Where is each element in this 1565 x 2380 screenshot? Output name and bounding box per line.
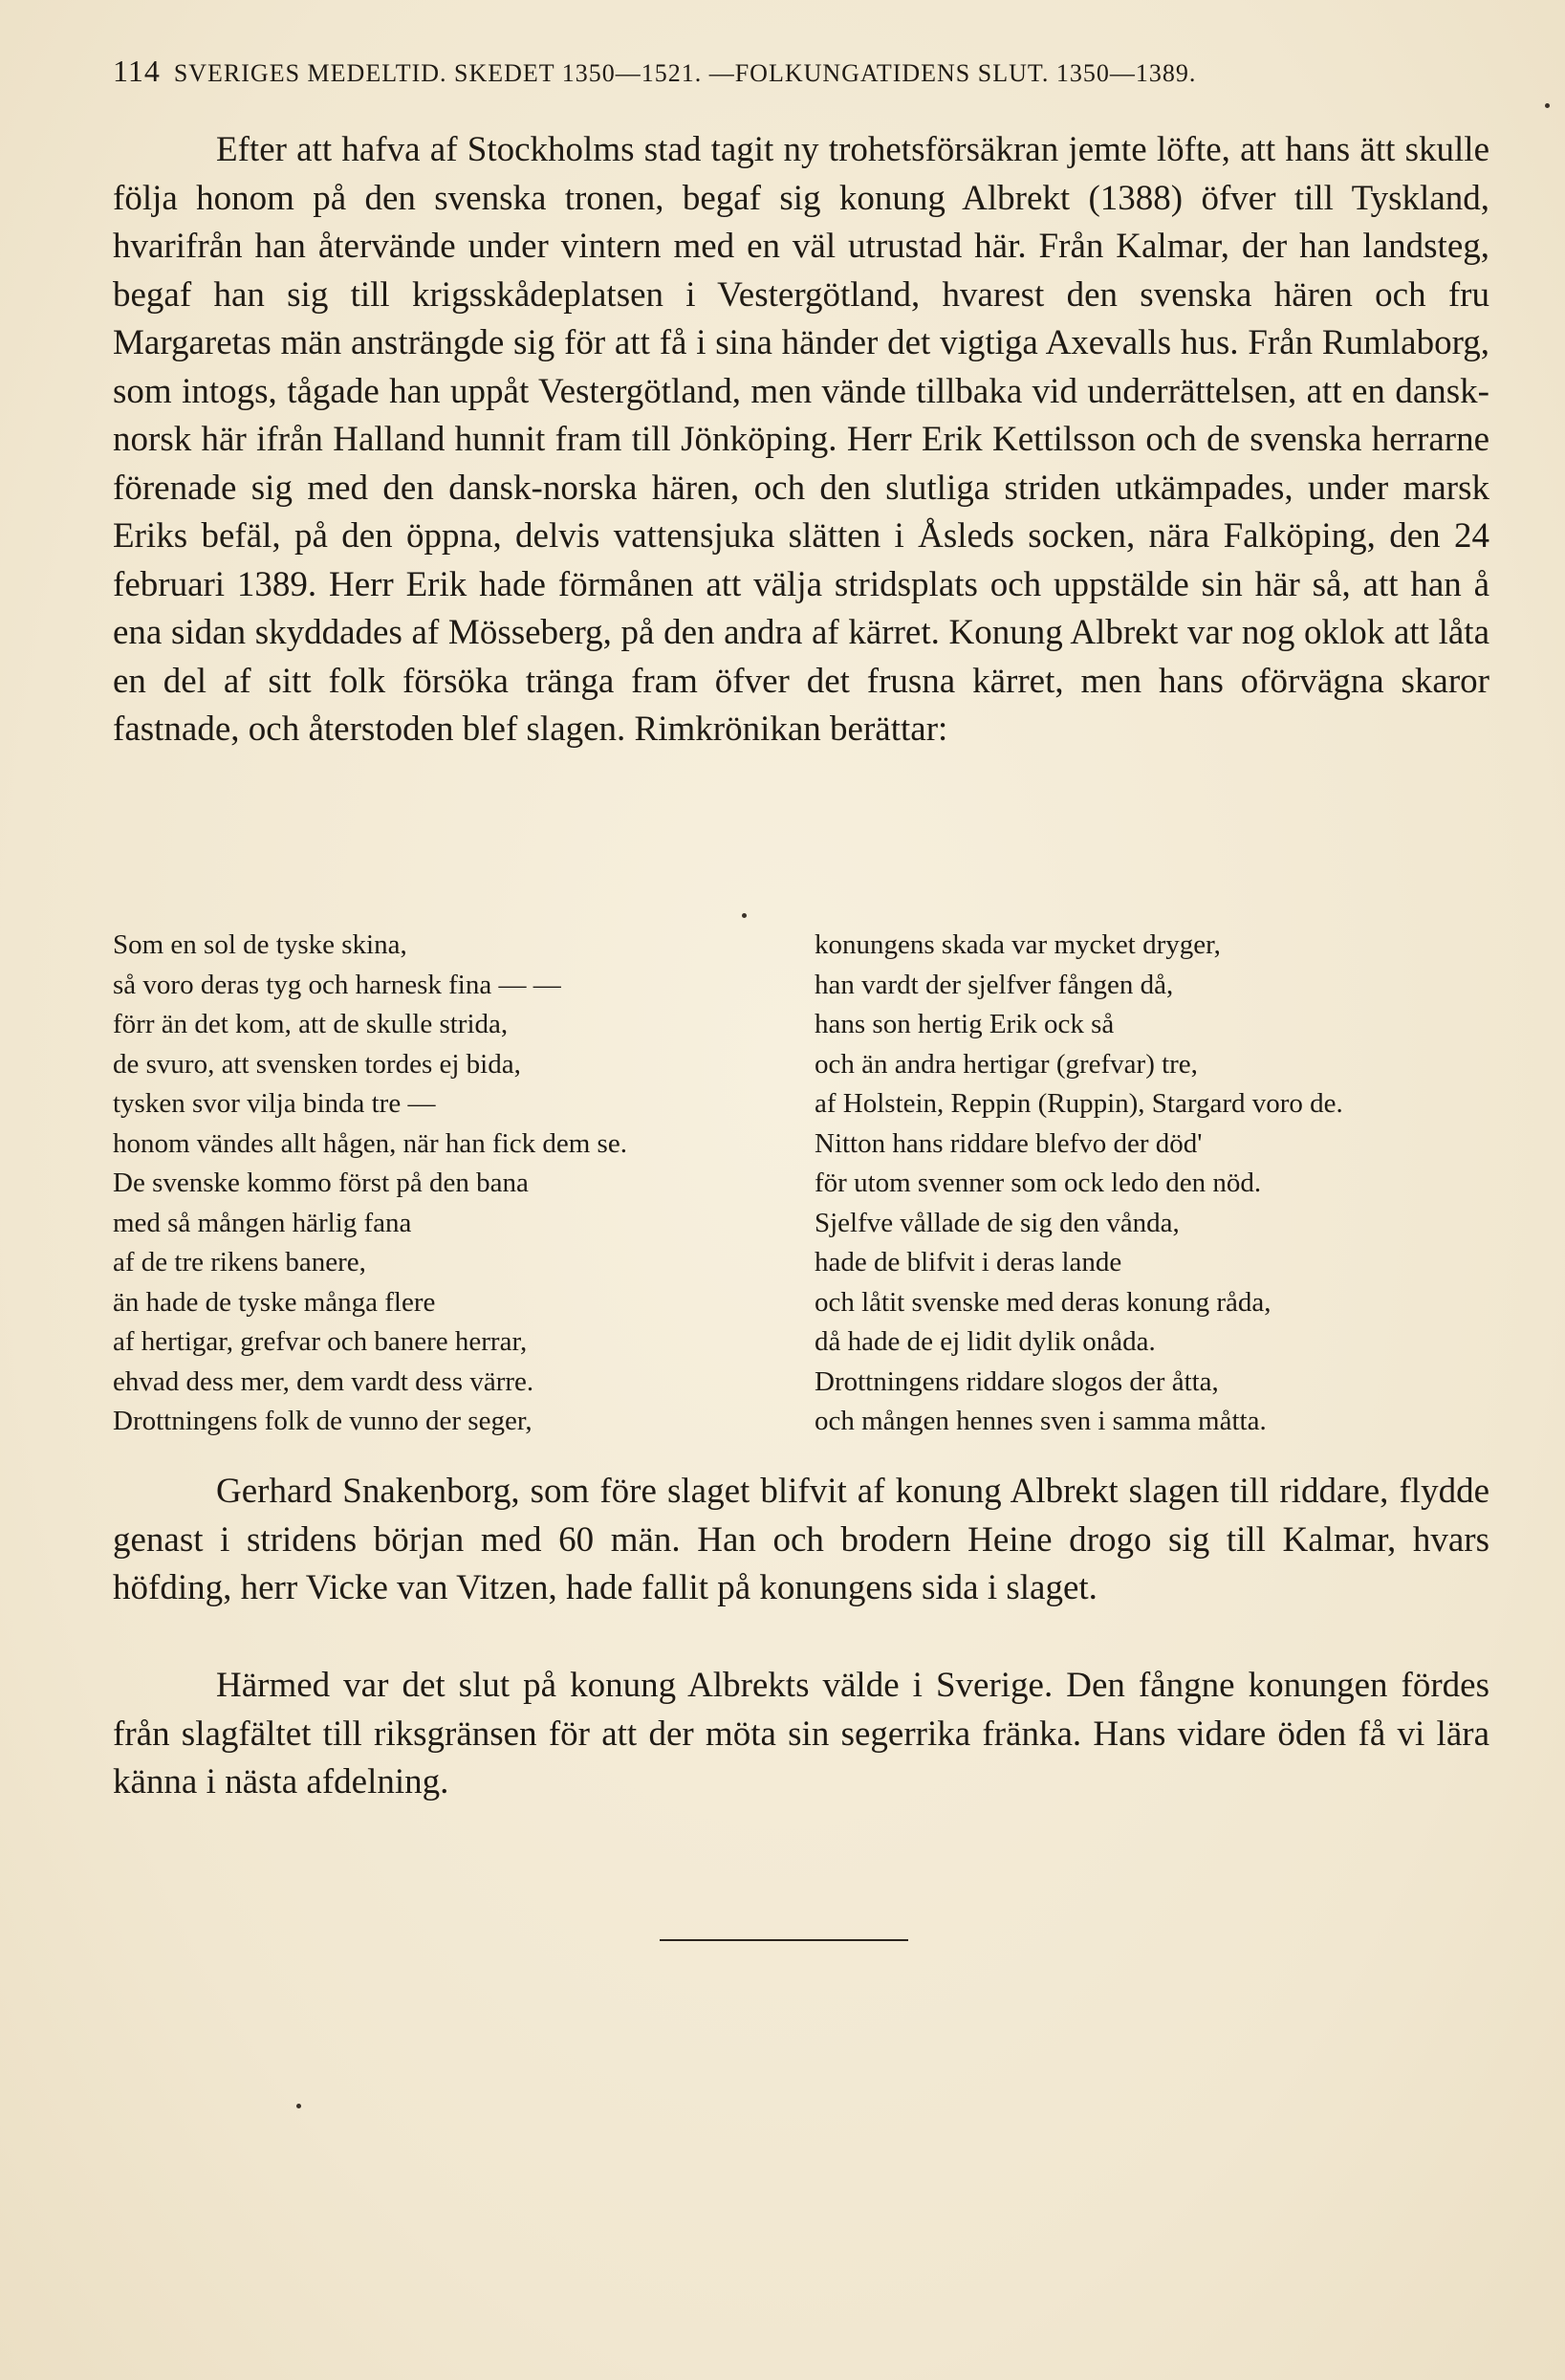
poem-line: han vardt der sjelfver fången då, xyxy=(815,969,1174,1000)
paragraph-conclusion xyxy=(113,1662,1489,1807)
print-speck xyxy=(296,2104,301,2108)
poem-line: med så mången härlig fana xyxy=(113,1207,412,1238)
page-number: 114 xyxy=(113,54,161,88)
paragraph-battle-account xyxy=(113,126,1489,754)
poem-line: af hertigar, grefvar och banere herrar, xyxy=(113,1326,528,1357)
poem-line: hans son hertig Erik ock så xyxy=(815,1009,1115,1039)
poem-line: då hade de ej lidit dylik onåda. xyxy=(815,1326,1156,1357)
poem-line: af Holstein, Reppin (Ruppin), Stargard voro de. xyxy=(815,1088,1343,1119)
section-end-rule xyxy=(660,1939,908,1941)
poem-line: Sjelfve vållade de sig den vånda, xyxy=(815,1207,1180,1238)
poem-line: Drottningens riddare slogos der åtta, xyxy=(815,1365,1219,1397)
poem-line: honom vändes allt hågen, när han fick dem se. xyxy=(113,1127,627,1159)
poem-line: De svenske kommo först på den bana xyxy=(113,1168,529,1198)
paragraph-snakenborg xyxy=(113,1468,1489,1613)
print-speck xyxy=(1545,103,1550,108)
poem-line: tysken svor vilja binda tre — xyxy=(113,1088,436,1119)
poem-line: konungens skada var mycket dryger, xyxy=(815,929,1221,960)
paragraph-text: Härmed var det slut på konung Albrekts välde i Sverige. Den fångne konungen fördes från slagfältet till riksgränsen för att der möta sin segerrika fränka. Hans vidare öden få vi lära känna i nästa afdelning. xyxy=(113,1666,1489,1801)
poem-line: och än andra hertigar (grefvar) tre, xyxy=(815,1048,1198,1080)
print-speck xyxy=(742,913,747,918)
poem-line: och låtit svenske med deras konung råda, xyxy=(815,1286,1272,1318)
poem-line: Drottningens folk de vunno der seger, xyxy=(113,1406,533,1436)
poem-column-right xyxy=(815,926,1493,1442)
poem-line: förr än det kom, att de skulle strida, xyxy=(113,1009,509,1039)
poem-line: de svuro, att svensken tordes ej bida, xyxy=(113,1048,521,1080)
poem-line: så voro deras tyg och harnesk fina — — xyxy=(113,969,561,1000)
poem-line: för utom svenner som ock ledo den nöd. xyxy=(815,1168,1262,1198)
poem-column-left xyxy=(113,926,801,1442)
poem-line: Nitton hans riddare blefvo der död' xyxy=(815,1127,1203,1159)
poem-line: och mången hennes sven i samma måtta. xyxy=(815,1406,1267,1436)
poem-line: af de tre rikens banere, xyxy=(113,1247,366,1277)
paragraph-text: Efter att hafva af Stockholms stad tagit ny trohetsförsäkran jemte löfte, att hans ätt skulle följa honom på den svenska tronen, begaf sig konung Albrekt (1388) öfver till Tyskland, hvarifrån han återvände under vintern med en väl utrustad här. Från Kalmar, der han landsteg, begaf han sig till krigsskådeplatsen i Vestergötland, hvarest den svenska hären och fru Margaretas män ansträngde sig för att få i sina händer det vigtiga Axevalls hus. Från Rumlaborg, som intogs, tågade han uppåt Vestergötland, men vände tillbaka vid underrättelsen, att en dansk-norsk här ifrån Halland hunnit fram till Jönköping. Herr Erik Kettilsson och de svenska herrarne förenade sig med den dansk-norska hären, och den slutliga striden utkämpades, under marsk Eriks befäl, på den öppna, delvis vattensjuka slätten i Åsleds socken, nära Falköping, den 24 februari 1389. Herr Erik hade förmånen att välja stridsplats och uppstälde sin här så, att han å ena sidan skyddades af Mösseberg, på den andra af kärret. Konung Albrekt var nog oklok att låta en del af sitt folk försöka tränga fram öfver det frusna kärret, men hans oförvägna skaror fastnade, och återstoden blef slagen. Rimkrönikan berättar: xyxy=(113,130,1489,749)
poem-line: hade de blifvit i deras lande xyxy=(815,1247,1122,1277)
poem-line: Som en sol de tyske skina, xyxy=(113,929,407,960)
poem-line: ehvad dess mer, dem vardt dess värre. xyxy=(113,1365,534,1397)
running-header xyxy=(113,54,1489,89)
paragraph-text: Gerhard Snakenborg, som före slaget blifvit af konung Albrekt slagen till riddare, flydde genast i stridens början med 60 män. Han och brodern Heine drogo sig till Kalmar, hvars höfding, herr Vicke van Vitzen, hade fallit på konungens sida i slaget. xyxy=(113,1472,1489,1607)
running-title: SVERIGES MEDELTID. SKEDET 1350—1521. —FOLKUNGATIDENS SLUT. 1350—1389. xyxy=(173,59,1197,87)
poem-line: än hade de tyske många flere xyxy=(113,1286,436,1318)
